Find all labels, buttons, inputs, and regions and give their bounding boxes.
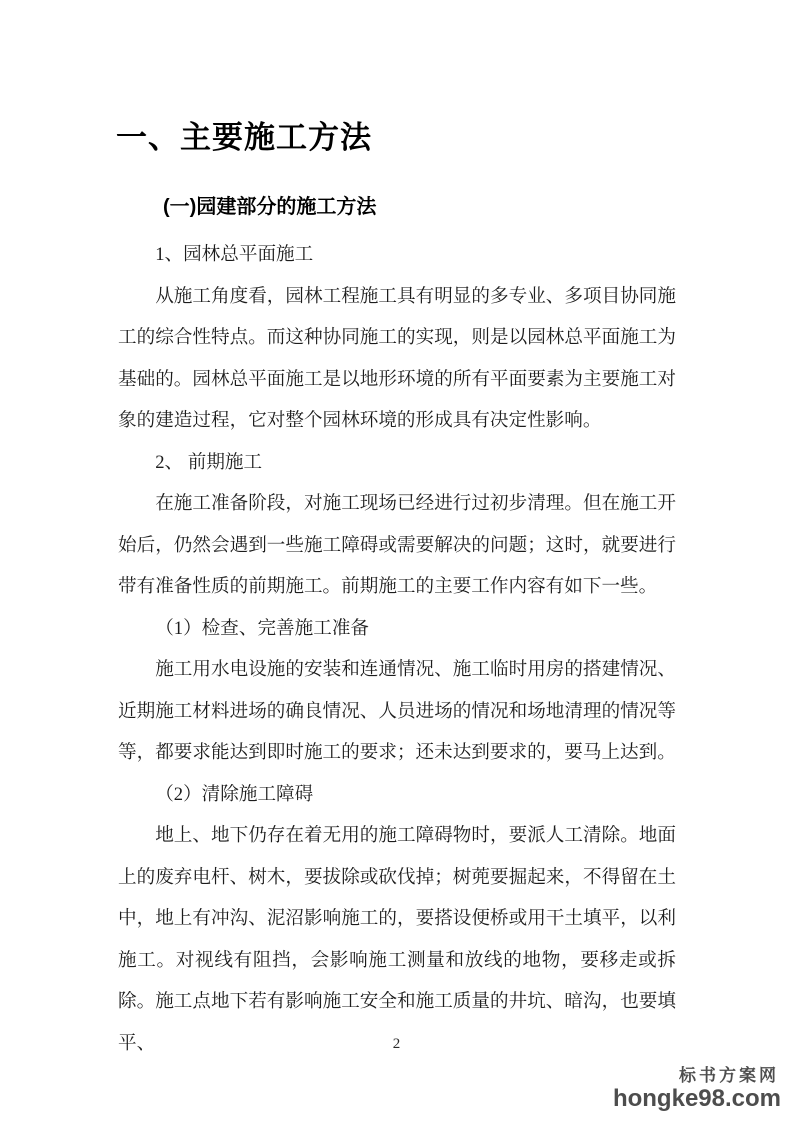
- paragraph: 施工用水电设施的安装和连通情况、施工临时用房的搭建情况、近期施工材料进场的确良情况、人员进场的情况和场地清理的情况等等，都要求能达到即时施工的要求；还未达到要求的，要马上达到。: [118, 659, 676, 763]
- sub-heading: 1、园林总平面施工: [155, 244, 314, 265]
- watermark-site-name: 标书方案网: [679, 1066, 779, 1085]
- watermark: [613, 1066, 781, 1111]
- sub-heading: （1）检查、完善施工准备: [155, 617, 370, 639]
- paragraph: 从施工角度看，园林工程施工具有明显的多专业、多项目协同施工的综合性特点。而这种协同施工的实现，则是以园林总平面施工为基础的。园林总平面施工是以地形环境的所有平面要素为主要施工对象的建造过程，它对整个园林环境的形成具有决定性影响。: [118, 285, 676, 431]
- section-title: (一)园建部分的施工方法: [163, 196, 377, 218]
- document-body: [118, 234, 676, 1064]
- watermark-site-url: hongke98.com: [612, 1085, 781, 1112]
- paragraph: 在施工准备阶段，对施工现场已经进行过初步清理。但在施工开始后，仍然会遇到一些施工障碍或需要解决的问题；这时，就要进行带有准备性质的前期施工。前期施工的主要工作内容有如下一些。: [118, 493, 676, 597]
- page-title: 一、主要施工方法: [116, 120, 372, 155]
- page-number: 2: [392, 1036, 401, 1052]
- sub-heading: （2）清除施工障碍: [155, 783, 314, 805]
- paragraph: 地上、地下仍存在着无用的施工障碍物时，要派人工清除。地面上的废弃电杆、树木，要拔除或砍伐掉；树蔸要掘起来，不得留在土中，地上有冲沟、泥沼影响施工的，要搭设便桥或用干土填平，以利施工。对视线有阻挡，会影响施工测量和放线的地物，要移走或拆除。施工点地下若有影响施工安全和施工质量的井坑、暗沟，也要填平、: [118, 825, 676, 1054]
- sub-heading: 2、 前期施工: [155, 451, 263, 473]
- document-content: [118, 0, 676, 1064]
